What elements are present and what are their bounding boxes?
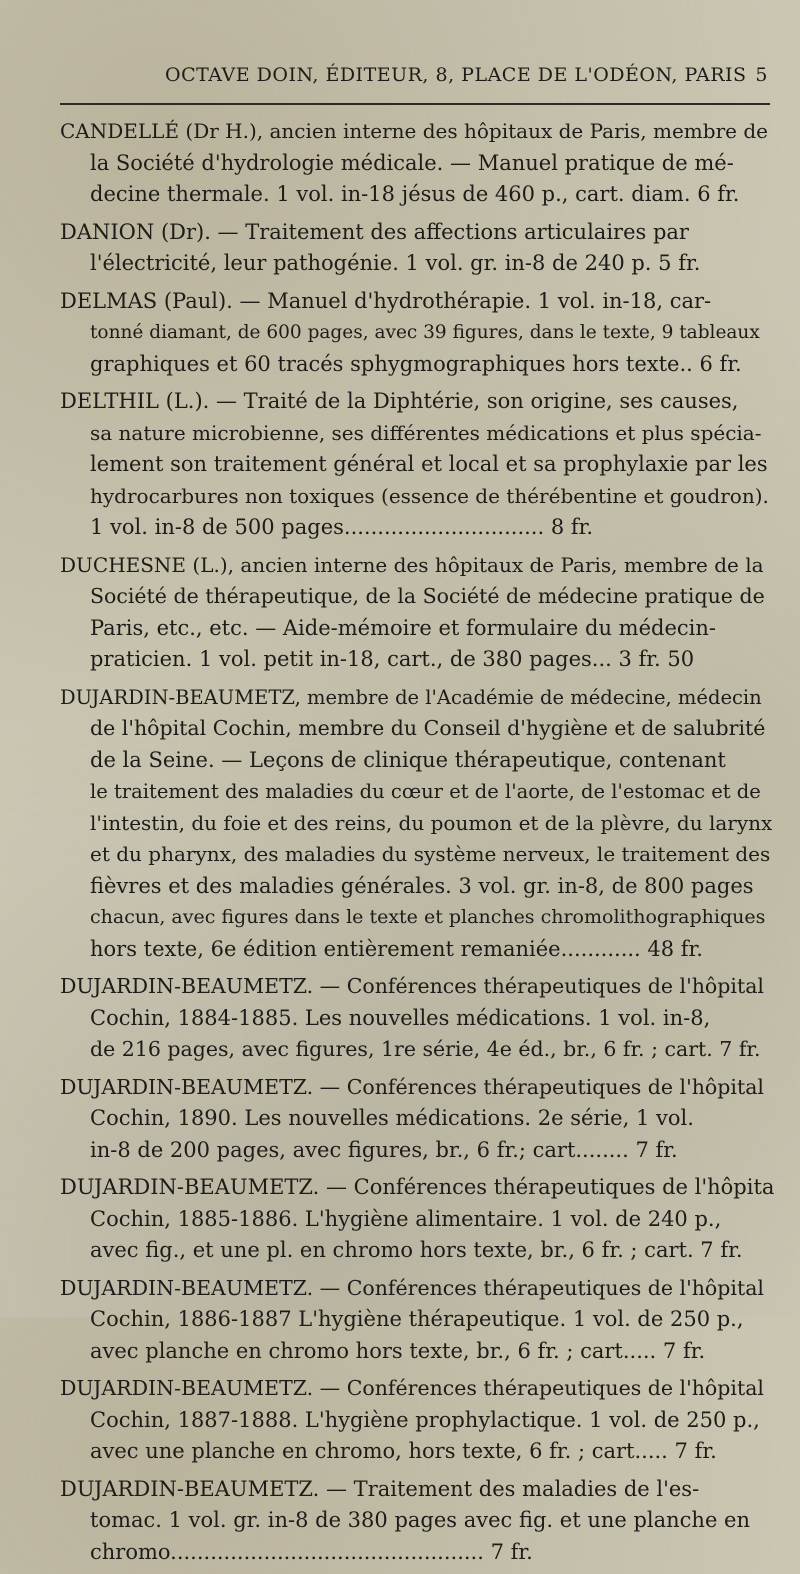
entry-line: Cochin, 1887-1888. L'hygiène prophylactique. 1 vol. de 250 p., [90, 1407, 760, 1432]
catalog-entry [60, 1273, 775, 1368]
entry-line: de l'hôpital Cochin, membre du Conseil d'hygiène et de salubrité [90, 716, 766, 740]
entry-line: 1 vol. in-8 de 500 pages.............................. 8 fr. [90, 515, 594, 539]
entry-line: avec planche en chromo hors texte, br., 6 fr. ; cart..... 7 fr. [90, 1338, 706, 1363]
entry-line: DUCHESNE (L.), ancien interne des hôpitaux de Paris, membre de la [60, 552, 764, 577]
entry-line: DANION (Dr). — Traitement des affections articulaires par [60, 219, 689, 244]
entry-line: l'électricité, leur pathogénie. 1 vol. gr. in-8 de 240 p. 5 fr. [90, 251, 701, 275]
entry-line: Cochin, 1886-1887 L'hygiène thérapeutique. 1 vol. de 250 p., [90, 1307, 744, 1331]
catalog-entry [60, 550, 775, 676]
catalog-entry [60, 682, 775, 966]
entry-line: DELMAS (Paul). — Manuel d'hydrothérapie. 1 vol. in-18, car- [60, 288, 712, 313]
entry-line: hydrocarbures non toxiques (essence de thérébentine et goudron). [90, 483, 769, 508]
catalog-entry [60, 1373, 775, 1468]
entry-line: DUJARDIN-BEAUMETZ. — Conférences thérapeutiques de l'hôpital [60, 1074, 764, 1099]
entry-line: DUJARDIN-BEAUMETZ, membre de l'Académie de médecine, médecin [60, 685, 762, 709]
entry-line: la Société d'hydrologie médicale. — Manuel pratique de mé- [90, 150, 734, 175]
entry-line: DUJARDIN-BEAUMETZ. — Conférences thérapeutiques de l'hôpital [60, 1376, 764, 1400]
entry-line: Cochin, 1890. Les nouvelles médications. 2e série, 1 vol. [90, 1106, 694, 1130]
entry-line: l'intestin, du foie et des reins, du poumon et de la plèvre, du larynx [90, 810, 773, 835]
catalog-entry [60, 1072, 775, 1167]
entry-line: lement son traitement général et local et sa prophylaxie par les [90, 452, 768, 476]
catalog-entry [60, 386, 775, 544]
entry-line: sa nature microbienne, ses différentes médications et plus spécia- [90, 420, 762, 445]
entry-line: avec une planche en chromo, hors texte, 6 fr. ; cart..... 7 fr. [90, 1439, 717, 1463]
entry-line: praticien. 1 vol. petit in-18, cart., de 380 pages... 3 fr. 50 [90, 647, 695, 671]
catalog-entry [60, 116, 775, 211]
header-rule [60, 103, 770, 105]
entry-line: tonné diamant, de 600 pages, avec 39 figures, dans le texte, 9 tableaux [90, 322, 760, 343]
entry-line: decine thermale. 1 vol. in-18 jésus de 460 p., cart. diam. 6 fr. [90, 182, 740, 206]
catalog-entry [60, 1172, 775, 1267]
catalog-entries [60, 116, 775, 1574]
entry-line: chacun, avec figures dans le texte et planches chromolithographiques [90, 906, 766, 928]
entry-line: fièvres et des maladies générales. 3 vol. gr. in-8, de 800 pages [90, 873, 754, 898]
entry-line: chromo............................................... 7 fr. [90, 1539, 533, 1564]
catalog-entry [60, 971, 775, 1066]
entry-line: hors texte, 6e édition entièrement remaniée............ 48 fr. [90, 936, 703, 961]
entry-line: avec fig., et une pl. en chromo hors texte, br., 6 fr. ; cart. 7 fr. [90, 1238, 743, 1262]
entry-line: graphiques et 60 tracés sphygmographiques hors texte.. 6 fr. [90, 351, 742, 376]
entry-line: Cochin, 1885-1886. L'hygiène alimentaire. 1 vol. de 240 p., [90, 1206, 722, 1231]
entry-line: DUJARDIN-BEAUMETZ. — Traitement des maladies de l'es- [60, 1476, 700, 1501]
entry-line: DUJARDIN-BEAUMETZ. — Conférences thérapeutiques de l'hôpital [60, 974, 764, 998]
entry-line: tomac. 1 vol. gr. in-8 de 380 pages avec fig. et une planche en [90, 1508, 751, 1532]
entry-line: le traitement des maladies du cœur et de l'aorte, de l'estomac et de [90, 780, 761, 803]
entry-line: Cochin, 1884-1885. Les nouvelles médications. 1 vol. in-8, [90, 1005, 711, 1030]
catalog-entry [60, 286, 775, 381]
entry-line: DELTHIL (L.). — Traité de la Diphtérie, son origine, ses causes, [60, 389, 739, 413]
entry-line: DUJARDIN-BEAUMETZ. — Conférences thérapeutiques de l'hôpita [60, 1175, 775, 1199]
entry-line: in-8 de 200 pages, avec figures, br., 6 fr.; cart........ 7 fr. [90, 1137, 678, 1162]
entry-line: Paris, etc., etc. — Aide-mémoire et formulaire du médecin- [90, 615, 716, 640]
page-number: 5 [755, 64, 768, 86]
catalog-entry [60, 1474, 775, 1569]
publisher-header: OCTAVE DOIN, ÉDITEUR, 8, PLACE DE L'ODÉON, PARIS [165, 64, 747, 86]
entry-line: de la Seine. — Leçons de clinique thérapeutique, contenant [90, 747, 726, 772]
catalog-entry [60, 217, 775, 280]
entry-line: et du pharynx, des maladies du système nerveux, le traitement des [90, 842, 771, 866]
entry-line: Société de thérapeutique, de la Société de médecine pratique de [90, 584, 765, 608]
entry-line: CANDELLÉ (Dr H.), ancien interne des hôpitaux de Paris, membre de [60, 119, 768, 143]
entry-line: de 216 pages, avec figures, 1re série, 4e éd., br., 6 fr. ; cart. 7 fr. [90, 1037, 761, 1061]
entry-line: DUJARDIN-BEAUMETZ. — Conférences thérapeutiques de l'hôpital [60, 1275, 764, 1300]
running-header [60, 64, 770, 92]
